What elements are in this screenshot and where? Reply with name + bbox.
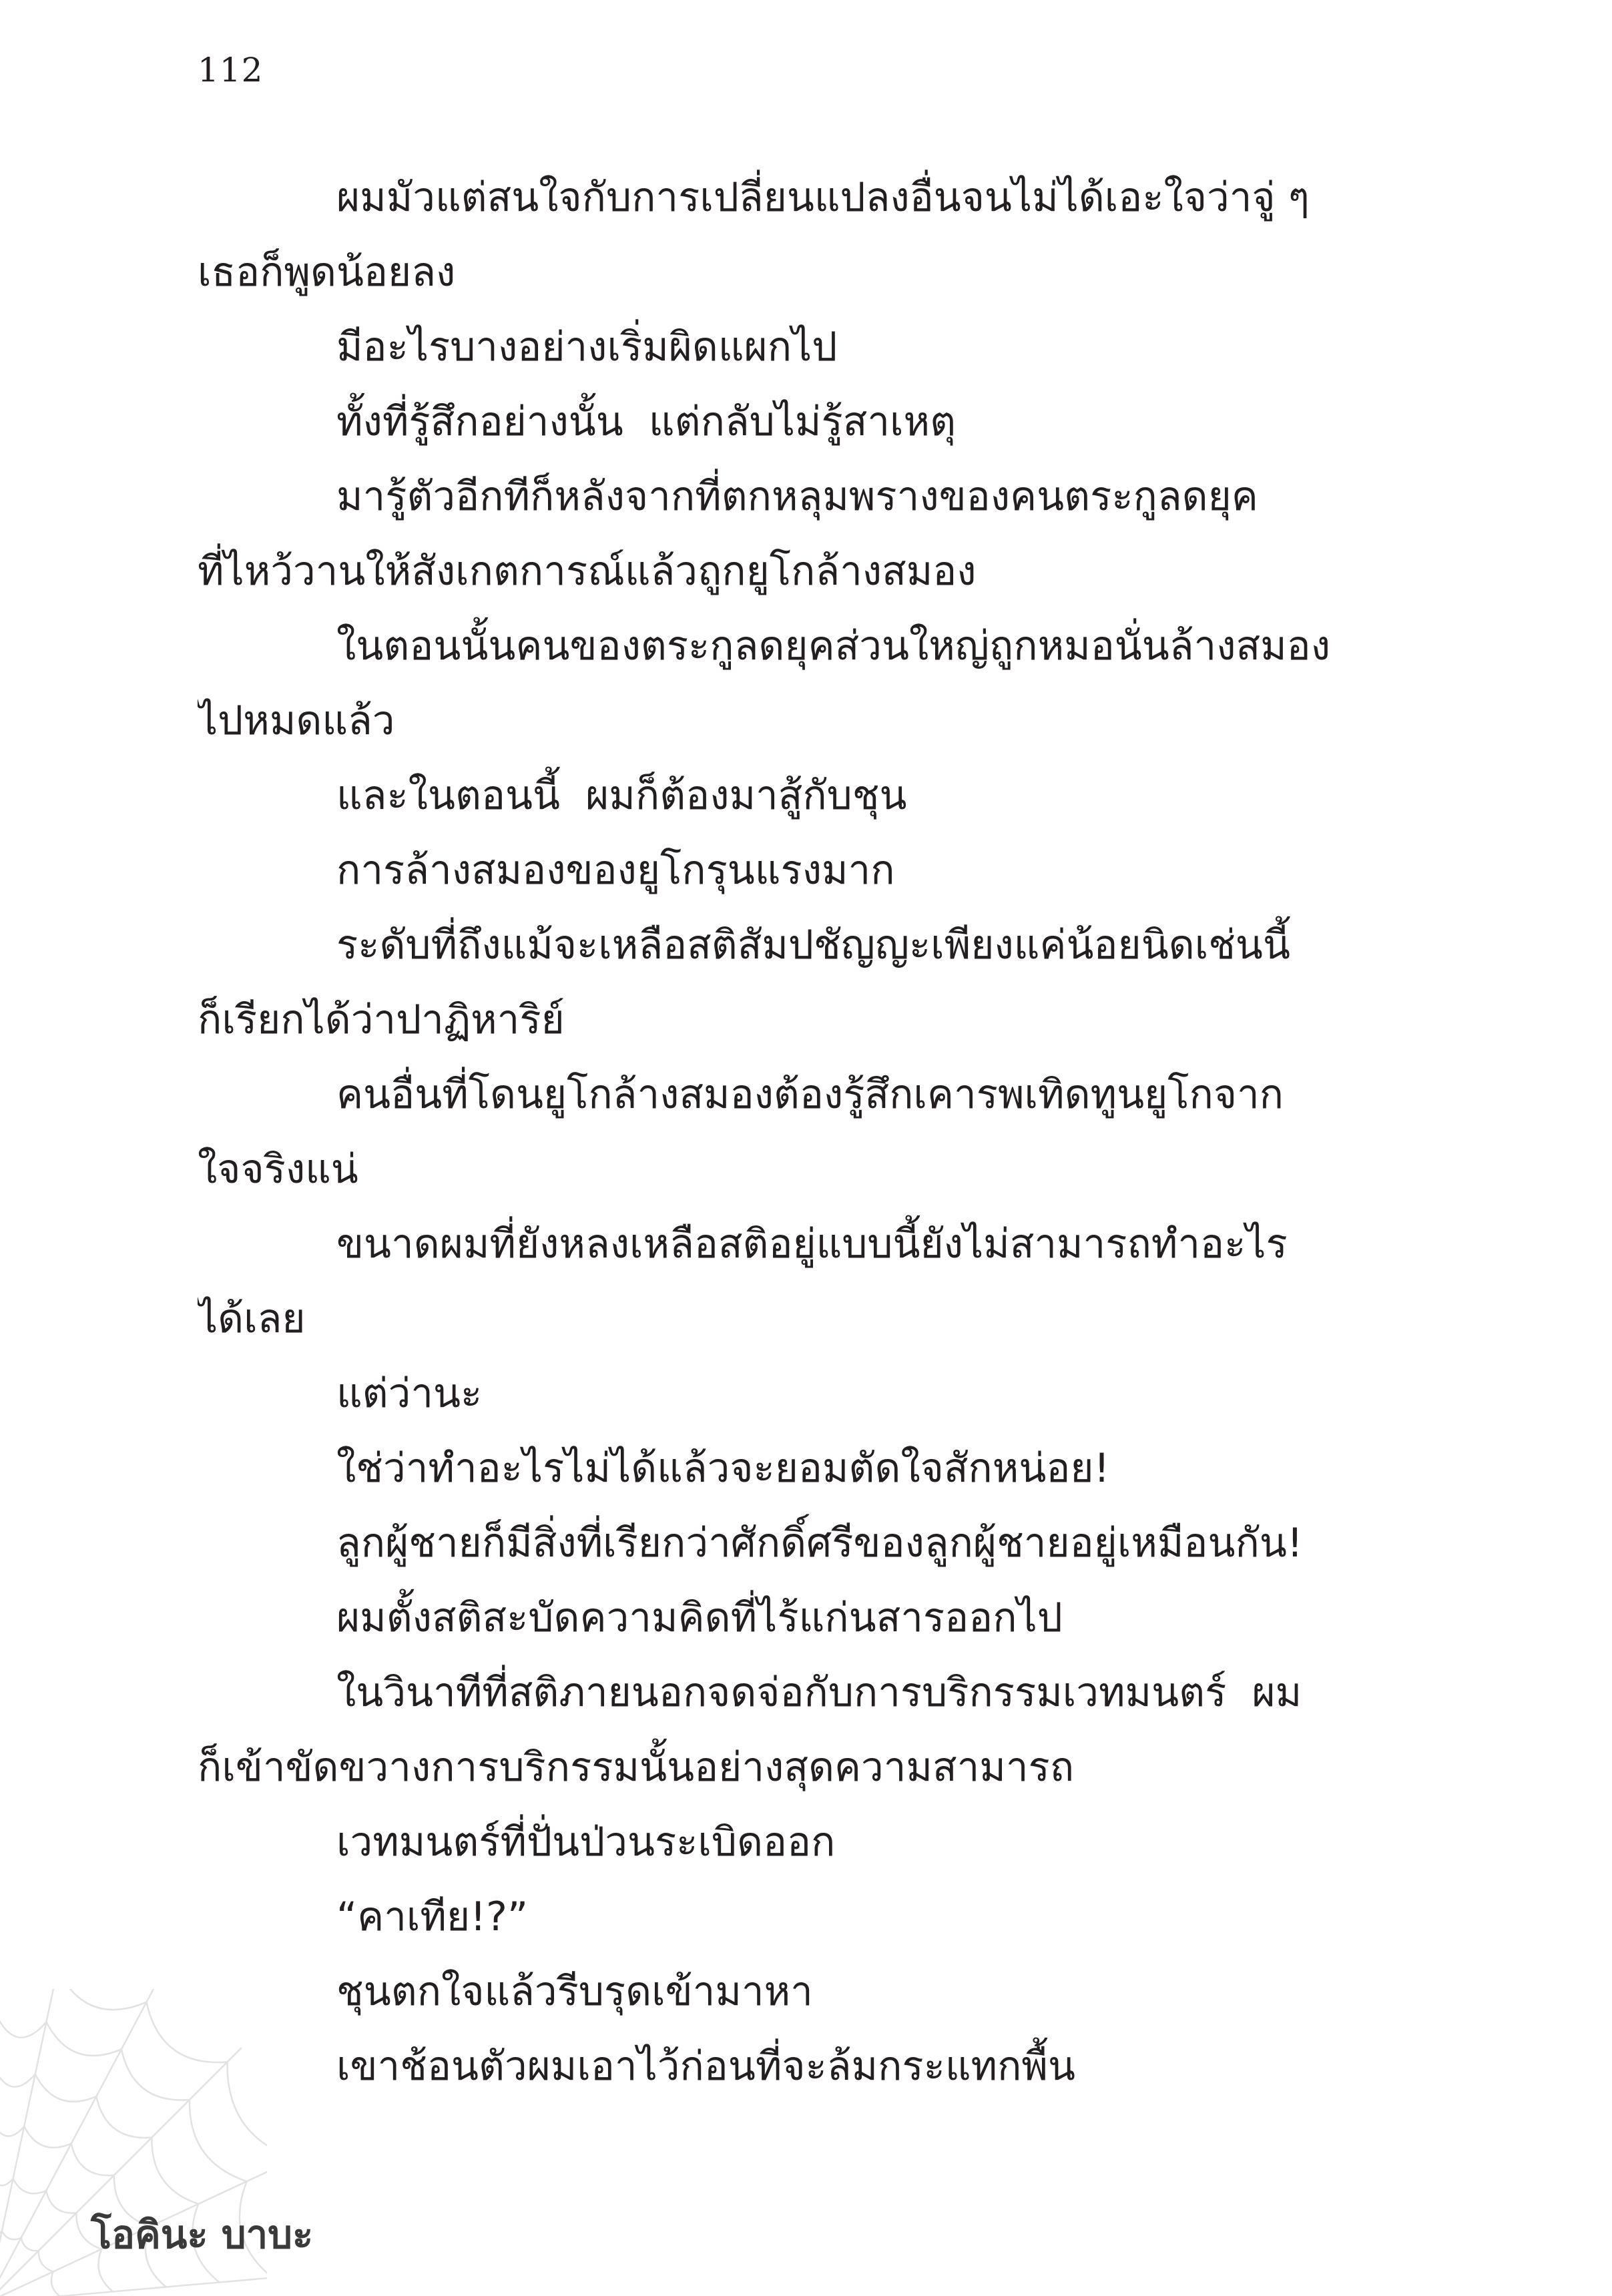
line-text: ในวินาทีที่สติภายนอกจดจ่อกับการบริกรรมเวทมนตร์ ผม: [336, 1669, 1302, 1716]
paragraph-line: [198, 1431, 1400, 1506]
line-text: ใจจริงแน่: [198, 1146, 358, 1193]
line-text: “คาเทีย!?”: [336, 1894, 529, 1940]
paragraph-line: [198, 1805, 1400, 1880]
paragraph: [198, 833, 1400, 908]
line-text: การล้างสมองของยูโกรุนแรงมาก: [336, 847, 895, 894]
paragraph: [198, 609, 1400, 758]
paragraph-line: [198, 2029, 1400, 2104]
paragraph-line: [198, 1880, 1400, 1954]
line-text: ทั้งที่รู้สึกอย่างนั้น แต่กลับไม่รู้สาเหตุ: [336, 398, 957, 445]
paragraph-line: [198, 609, 1400, 683]
line-text: ลูกผู้ชายก็มีสิ่งที่เรียกว่าศักดิ์ศรีของลูกผู้ชายอยู่เหมือนกัน!: [336, 1520, 1303, 1566]
paragraph-line: [198, 1207, 1400, 1281]
page-number: 112: [198, 51, 264, 89]
line-text: มารู้ตัวอีกทีก็หลังจากที่ตกหลุมพรางของคนตระกูลดยุค: [336, 473, 1258, 520]
line-text: ก็เรียกได้ว่าปาฏิหาริย์: [198, 996, 565, 1043]
paragraph-line: [198, 1132, 1400, 1207]
paragraph-line: [198, 908, 1400, 982]
paragraph: [198, 1207, 1400, 1356]
paragraph: [198, 1880, 1400, 1954]
paragraph: [198, 2029, 1400, 2104]
paragraph: [198, 1356, 1400, 1431]
paragraph: [198, 459, 1400, 609]
line-text: ระดับที่ถึงแม้จะเหลือสติสัมปชัญญะเพียงแค่น้อยนิดเช่นนี้: [336, 922, 1290, 968]
paragraph: [198, 310, 1400, 384]
paragraph-line: [198, 758, 1400, 833]
line-text: ที่ไหว้วานให้สังเกตการณ์แล้วถูกยูโกล้างสมอง: [198, 548, 977, 595]
paragraph-line: [198, 982, 1400, 1057]
paragraph: [198, 1506, 1400, 1581]
paragraph-line: [198, 384, 1400, 459]
line-text: เวทมนตร์ที่ปั่นป่วนระเบิดออก: [336, 1819, 836, 1866]
paragraph: [198, 160, 1400, 310]
line-text: แต่ว่านะ: [336, 1370, 483, 1417]
line-text: คนอื่นที่โดนยูโกล้างสมองต้องรู้สึกเคารพเทิดทูนยูโกจาก: [336, 1071, 1284, 1118]
line-text: เขาช้อนตัวผมเอาไว้ก่อนที่จะล้มกระแทกพื้น: [336, 2043, 1075, 2090]
line-text: เธอก็พูดน้อยลง: [198, 249, 456, 296]
paragraph: [198, 384, 1400, 459]
paragraph-line: [198, 534, 1400, 609]
paragraph-line: [198, 1057, 1400, 1132]
paragraph-line: [198, 683, 1400, 758]
line-text: ก็เข้าขัดขวางการบริกรรมนั้นอย่างสุดความสามารถ: [198, 1744, 1075, 1791]
paragraph: [198, 758, 1400, 833]
line-text: ไปหมดแล้ว: [198, 697, 395, 744]
paragraph-line: [198, 235, 1400, 310]
paragraph: [198, 908, 1400, 1057]
paragraph-line: [198, 160, 1400, 235]
line-text: ผมมัวแต่สนใจกับการเปลี่ยนแปลงอื่นจนไม่ได้เอะใจว่าจู่ ๆ: [336, 174, 1310, 221]
paragraph: [198, 1655, 1400, 1805]
paragraph: [198, 1057, 1400, 1207]
paragraph: [198, 1431, 1400, 1506]
paragraph-line: [198, 1281, 1400, 1356]
line-text: ชุนตกใจแล้วรีบรุดเข้ามาหา: [336, 1968, 813, 2015]
paragraph-line: [198, 310, 1400, 384]
paragraph: [198, 1954, 1400, 2029]
body-text: [198, 160, 1400, 2104]
line-text: ในตอนนั้นคนของตระกูลดยุคส่วนใหญ่ถูกหมอนั่นล้างสมอง: [336, 623, 1331, 669]
line-text: และในตอนนี้ ผมก็ต้องมาสู้กับชุน: [336, 772, 907, 819]
paragraph: [198, 1581, 1400, 1655]
author-name: โอคินะ บาบะ: [91, 2212, 314, 2257]
line-text: ขนาดผมที่ยังหลงเหลือสติอยู่แบบนี้ยังไม่สามารถทำอะไร: [336, 1221, 1288, 1267]
paragraph-line: [198, 1506, 1400, 1581]
paragraph-line: [198, 1655, 1400, 1730]
paragraph-line: [198, 1954, 1400, 2029]
paragraph-line: [198, 1581, 1400, 1655]
paragraph-line: [198, 1730, 1400, 1805]
line-text: มีอะไรบางอย่างเริ่มผิดแผกไป: [336, 324, 838, 370]
paragraph-line: [198, 459, 1400, 534]
paragraph: [198, 1805, 1400, 1880]
paragraph-line: [198, 1356, 1400, 1431]
line-text: ใช่ว่าทำอะไรไม่ได้แล้วจะยอมตัดใจสักหน่อย!: [336, 1445, 1110, 1492]
paragraph-line: [198, 833, 1400, 908]
web-radial-thread: [0, 2271, 267, 2296]
line-text: ผมตั้งสติสะบัดความคิดที่ไร้แก่นสารออกไป: [336, 1595, 1063, 1641]
line-text: ได้เลย: [198, 1296, 306, 1342]
